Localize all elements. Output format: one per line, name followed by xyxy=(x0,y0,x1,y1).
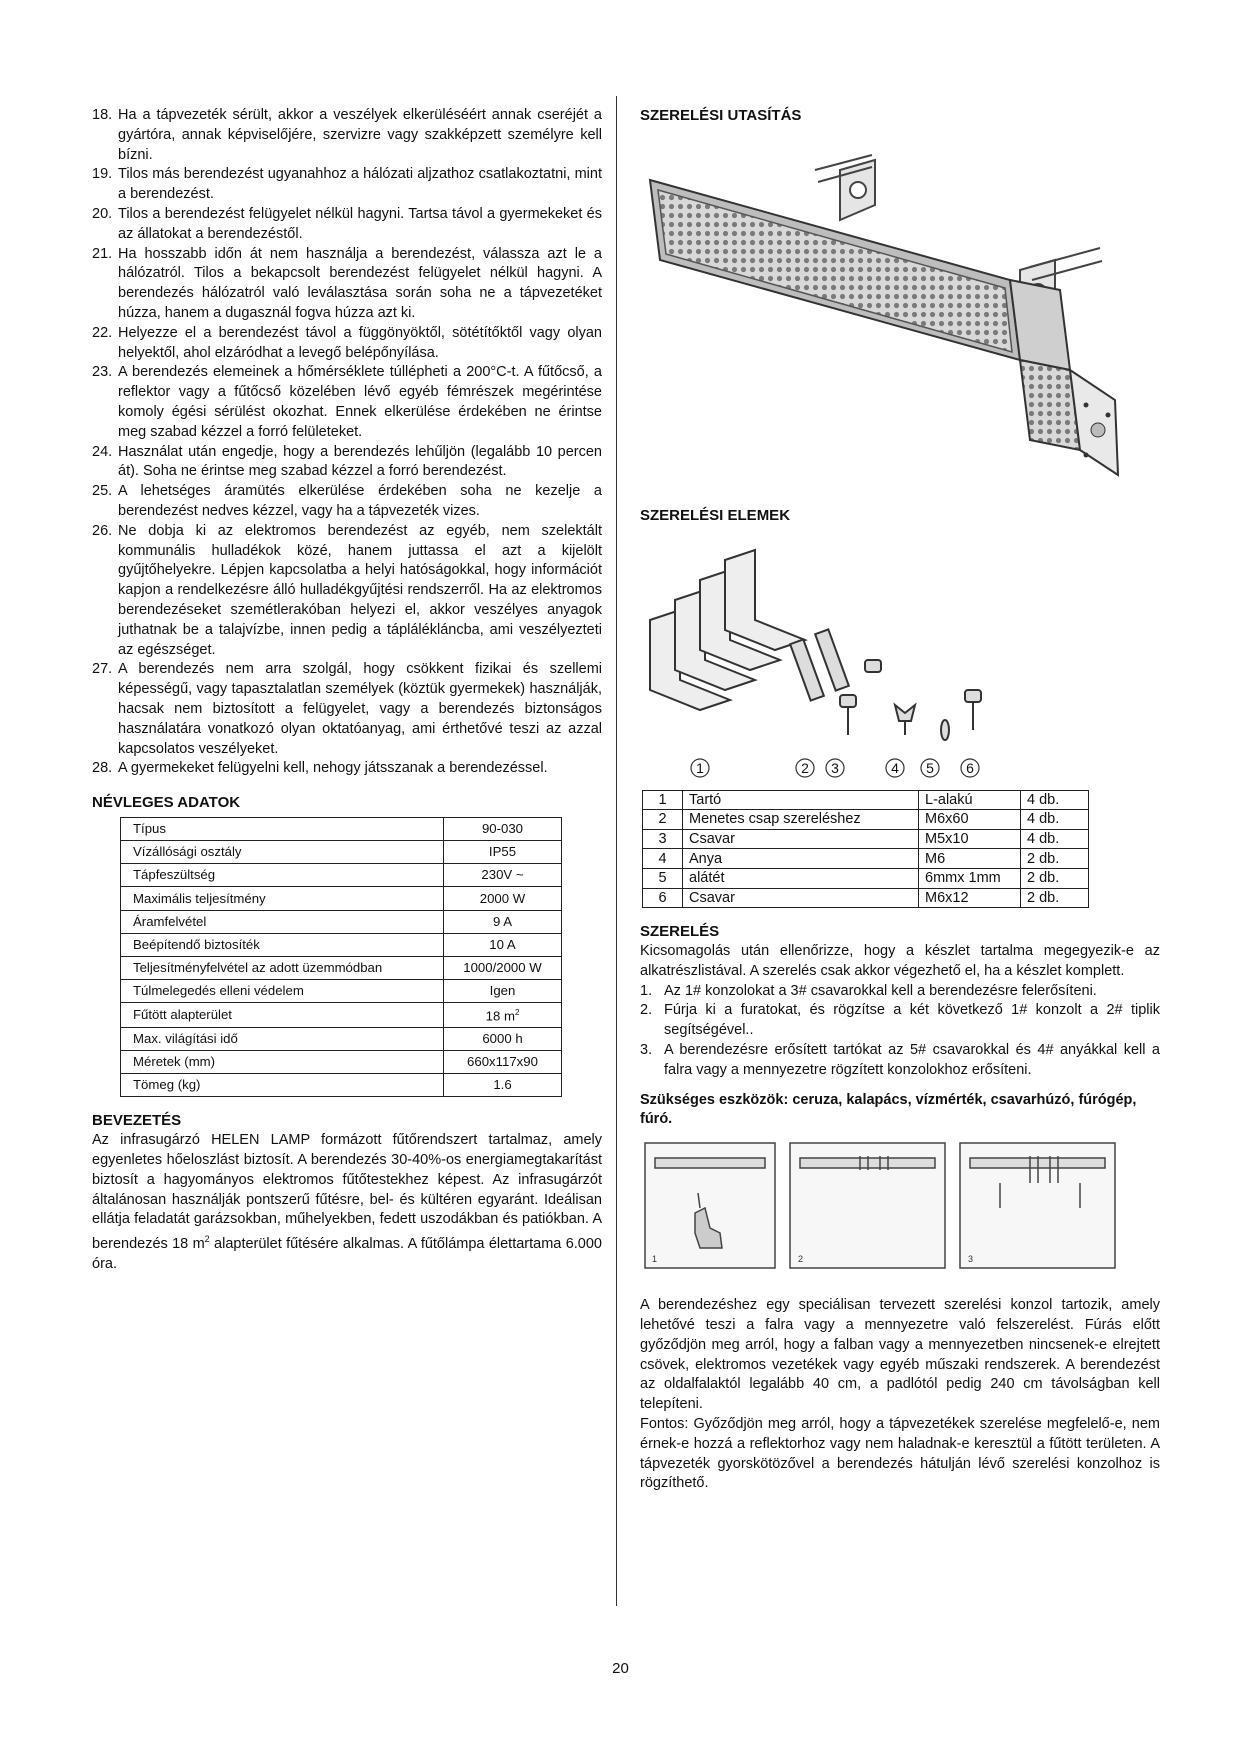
rated-row xyxy=(121,1003,562,1027)
rated-row xyxy=(121,864,562,887)
part-qty: 4 db. xyxy=(1021,810,1089,830)
part-name: alátét xyxy=(683,868,919,888)
l-bracket xyxy=(725,550,805,650)
rated-value: 1.6 xyxy=(444,1074,562,1097)
step-text: Az 1# konzolokat a 3# csavarokkal kell a berendezésre felerősíteni. xyxy=(664,982,1097,999)
part-callout-label: 6 xyxy=(966,759,974,776)
rated-row xyxy=(121,957,562,980)
rated-data-title: NÉVLEGES ADATOK xyxy=(92,794,241,812)
rated-value: 230V ~ xyxy=(444,864,562,887)
screw xyxy=(865,660,881,672)
rated-row xyxy=(121,933,562,956)
left-column xyxy=(92,106,602,1275)
part-type: 6mmx 1mm xyxy=(919,868,1021,888)
part-qty: 2 db. xyxy=(1021,868,1089,888)
step-figure-label: 1 xyxy=(652,1254,658,1265)
part-qty: 2 db. xyxy=(1021,888,1089,908)
heater-illustration xyxy=(640,130,1140,500)
assembly-title: SZERELÉS xyxy=(640,923,720,941)
rated-row xyxy=(121,887,562,910)
part-name: Tartó xyxy=(683,790,919,810)
rated-label: Maximális teljesítmény xyxy=(121,887,444,910)
warning-number: 18. xyxy=(92,107,113,123)
rated-label: Túlmelegedés elleni védelem xyxy=(121,980,444,1003)
rated-value: 9 A xyxy=(444,910,562,933)
part-qty: 4 db. xyxy=(1021,790,1089,810)
step-number: 3. xyxy=(640,1041,653,1058)
warning-text: Ha a tápvezeték sérült, akkor a veszélyek elkerüléséért annak cseréjét a gyártóra, annak képviselőjére, szervizre vagy szakképzett személyre kell bízni. xyxy=(118,107,602,163)
rated-row xyxy=(121,817,562,840)
warning-text: Tilos a berendezést felügyelet nélkül hagyni. Tartsa távol a gyermekeket és az állatokat a berendezéstől. xyxy=(118,205,602,242)
step-number: 1. xyxy=(640,982,653,999)
rated-label: Áramfelvétel xyxy=(121,910,444,933)
warning-item xyxy=(92,759,602,779)
part-qty: 2 db. xyxy=(1021,849,1089,869)
part-type: M5x10 xyxy=(919,829,1021,849)
rated-label: Fűtött alapterület xyxy=(121,1003,444,1027)
safety-warnings-list xyxy=(92,106,602,779)
rated-row xyxy=(121,1027,562,1050)
part-number: 1 xyxy=(643,790,683,810)
rated-label: Teljesítményfelvétel az adott üzemmódban xyxy=(121,957,444,980)
install-parts-title: SZERELÉSI ELEMEK xyxy=(640,506,791,524)
warning-number: 25. xyxy=(92,483,113,500)
rated-row xyxy=(121,841,562,864)
warning-text: A gyermekeket felügyelni kell, nehogy játsszanak a berendezéssel. xyxy=(118,760,548,777)
assembly-steps-illustration xyxy=(640,1138,1150,1278)
rated-data-table xyxy=(120,817,562,1097)
warning-item xyxy=(92,165,602,205)
part-callout xyxy=(961,759,979,777)
parts-row xyxy=(643,790,1089,810)
final-paragraph-1: A berendezéshez egy speciálisan tervezett szerelési konzol tartozik, amely lehetővé teszi a falra vagy a mennyezetre való felszerelést. Fúrás előtt győződjön meg arról, hogy a falban vagy a mennyezetben nincsenek-e elrejtett csövek, elektromos vezetékek vagy egyéb műszaki rendszerek. A berendezést az oldalfalaktól legalább 40 cm, a padlótól pedig 240 cm távolságban kell telepíteni. xyxy=(640,1297,1160,1413)
part-callout-label: 4 xyxy=(891,759,899,776)
parts-row xyxy=(643,888,1089,908)
rated-row xyxy=(121,1050,562,1073)
rated-value: 660x117x90 xyxy=(444,1050,562,1073)
warning-number: 20. xyxy=(92,205,113,222)
part-name: Csavar xyxy=(683,829,919,849)
final-paragraph-2: Fontos: Győződjön meg arról, hogy a tápvezetékek szerelése megfelelő-e, nem érnek-e hozzá a reflektorhoz vagy nem haladnak-e keresztül a fűtött területen. A tápvezeték gyorskötözővel a berendezés hátulján lévő szerelési konzolhoz is rögzíthető. xyxy=(640,1415,1160,1492)
part-number: 2 xyxy=(643,810,683,830)
bracket-left xyxy=(815,155,875,220)
warning-item xyxy=(92,363,602,442)
rated-value: 2000 W xyxy=(444,887,562,910)
rated-label: Tápfeszültség xyxy=(121,864,444,887)
part-callout xyxy=(691,759,709,777)
rated-label: Max. világítási idő xyxy=(121,1027,444,1050)
assembly-step xyxy=(640,1001,1160,1041)
warning-item xyxy=(92,482,602,522)
part-callout xyxy=(796,759,814,777)
part-number: 3 xyxy=(643,829,683,849)
warning-text: A lehetséges áramütés elkerülése érdekében soha ne kezelje a berendezést nedves kézzel, vagy ha a tápvezeték vizes. xyxy=(118,483,602,519)
part-name: Menetes csap szereléshez xyxy=(683,810,919,830)
parts-row xyxy=(643,810,1089,830)
part-type: M6 xyxy=(919,849,1021,869)
part-callout-label: 5 xyxy=(926,759,934,776)
warning-item xyxy=(92,522,602,661)
warning-item xyxy=(92,106,602,165)
warning-text: Használat után engedje, hogy a berendezés lehűljön (legalább 10 percen át). Soha ne érintse meg szabad kézzel a forró berendezést. xyxy=(118,443,602,480)
warning-number: 19. xyxy=(92,166,113,183)
install-instructions-title: SZERELÉSI UTASÍTÁS xyxy=(640,107,802,124)
assembly-intro: Kicsomagolás után ellenőrizze, hogy a készlet tartalma megegyezik-e az alkatrészlistával. A szerelés csak akkor végezhető el, ha a készlet komplett. xyxy=(640,942,1160,979)
rated-value: 10 A xyxy=(444,933,562,956)
rated-label: Beépítendő biztosíték xyxy=(121,933,444,956)
warning-text: Tilos más berendezést ugyanahhoz a hálózati aljzathoz csatlakoztatni, mint a berendezést. xyxy=(118,166,602,203)
rated-value: IP55 xyxy=(444,841,562,864)
wall-plug xyxy=(790,639,824,700)
wing-nut xyxy=(895,705,915,721)
rated-value: 6000 h xyxy=(444,1027,562,1050)
warning-text: Ne dobja ki az elektromos berendezést az egyéb, nem szelektált kommunális hulladékok közé, hanem juttassa el azt a kijelölt gyűjtőhelyekre. Lépjen kapcsolatba a helyi hatóságokkal, hogy információt kapjon a rendelkezésre álló hulladékgyűjtési rendszerről. Ha az elektromos berendezéseket szemétlerakóban helyezi el, akkor veszélyes anyagok juthatnak be a talajvízbe, innen pedig a táplálékláncba, ami veszélyezteti az egészséget. xyxy=(118,522,602,658)
warning-number: 28. xyxy=(92,760,113,777)
warning-item xyxy=(92,245,602,324)
rated-row xyxy=(121,910,562,933)
part-type: M6x60 xyxy=(919,810,1021,830)
screw xyxy=(965,690,981,702)
rated-value: 18 $m^2$ xyxy=(444,1003,562,1027)
part-name: Anya xyxy=(683,849,919,869)
parts-illustration xyxy=(640,530,1040,788)
warning-item xyxy=(92,443,602,483)
warning-item xyxy=(92,205,602,245)
warning-text: A berendezés nem arra szolgál, hogy csökkent fizikai és szellemi képességű, vagy tapasztalatlan személyek (köztük gyermekek) használják, hacsak nem biztosított a felügyelet, vagy a berendezés biztonságos használatára vonatkozó olyan oktatóanyag, ami érthetővé teszi az azzal kapcsolatos veszélyeket. xyxy=(118,661,602,757)
step-number: 2. xyxy=(640,1002,653,1019)
part-callout xyxy=(921,759,939,777)
warning-item xyxy=(92,324,602,364)
warning-text: A berendezés elemeinek a hőmérséklete túllépheti a 200°C-t. A fűtőcső, a reflektor vagy a fűtőcső közelében lévő egyéb fémrészek megérintése komoly égési sérülést okozhat. Ennek elkerülése érdekében ne érintse meg szabad kézzel a forró felületeket. xyxy=(118,364,602,440)
tools-needed: Szükséges eszközök: ceruza, kalapács, vízmérték, csavarhúzó, fúrógép, fúró. xyxy=(640,1091,1137,1128)
warning-number: 21. xyxy=(92,245,113,262)
parts-row xyxy=(643,868,1089,888)
right-column xyxy=(640,106,1160,1494)
washer xyxy=(941,720,949,740)
warning-number: 26. xyxy=(92,522,113,539)
rated-row xyxy=(121,1074,562,1097)
warning-text: Ha hosszabb időn át nem használja a berendezést, válassza azt le a hálózatról. Tilos a bekapcsolt berendezést felügyelet nélkül hagyni. A berendezés hálózatról való leválasztása során soha ne a tápvezetéket húzza, hanem a dugasznál fogva húzza azt ki. xyxy=(118,245,602,321)
wall-plug xyxy=(815,629,849,690)
part-callout-label: 1 xyxy=(696,759,704,776)
parts-row xyxy=(643,849,1089,869)
part-qty: 4 db. xyxy=(1021,829,1089,849)
parts-row xyxy=(643,829,1089,849)
heater-end-cap xyxy=(1070,370,1118,475)
assembly-step xyxy=(640,982,1160,1002)
rated-label: Méretek (mm) xyxy=(121,1050,444,1073)
column-divider xyxy=(616,96,617,1606)
warning-item xyxy=(92,660,602,759)
screw xyxy=(840,695,856,707)
page-number: 20 xyxy=(612,1660,629,1677)
parts-table xyxy=(642,790,1089,909)
step-figure-label: 3 xyxy=(968,1254,974,1265)
intro-title: BEVEZETÉS xyxy=(92,1112,182,1130)
assembly-steps xyxy=(640,982,1160,1081)
intro-text: Az infrasugárzó HELEN LAMP formázott fűtőrendszert tartalmaz, amely egyenletes hőeloszlást biztosít. A berendezés 30-40%-os energiamegtakarítást biztosít a hagyományos elektromos fűtőtestekhez képest. Az infrasugárzót általánosan használják pontszerű fűtésre, bel- és kültéren egyaránt. Ideálisan ellátja feladatát garázsokban, műhelyekben, fedett uszodákban és patiókban. A berendezés 18 $m^2$ alapterület fűtésére alkalmas. A fűtőlámpa élettartama 6.000 óra. xyxy=(92,1132,602,1272)
part-number: 4 xyxy=(643,849,683,869)
rated-row xyxy=(121,980,562,1003)
warning-number: 27. xyxy=(92,661,113,678)
warning-number: 22. xyxy=(92,324,113,341)
part-name: Csavar xyxy=(683,888,919,908)
part-number: 5 xyxy=(643,868,683,888)
part-number: 6 xyxy=(643,888,683,908)
part-callout xyxy=(886,759,904,777)
part-callout-label: 2 xyxy=(801,759,809,776)
warning-number: 24. xyxy=(92,443,113,460)
step-text: Fúrja ki a furatokat, és rögzítse a két következő 1# konzolt a 2# tiplik segítségével.. xyxy=(664,1002,1160,1039)
rated-value: 90-030 xyxy=(444,817,562,840)
part-type: L-alakú xyxy=(919,790,1021,810)
warning-text: Helyezze el a berendezést távol a függönyöktől, sötétítőktől vagy olyan helyektől, ahol elzáródhat a levegő belépőnyílása. xyxy=(118,324,602,361)
assembly-step xyxy=(640,1041,1160,1081)
part-callout xyxy=(826,759,844,777)
rated-label: Típus xyxy=(121,817,444,840)
rated-label: Vízállósági osztály xyxy=(121,841,444,864)
rated-value: 1000/2000 W xyxy=(444,957,562,980)
step-text: A berendezésre erősített tartókat az 5# csavarokkal és 4# anyákkal kell a falra vagy a mennyezetre rögzített konzolokhoz erősíteni. xyxy=(664,1041,1160,1078)
part-type: M6x12 xyxy=(919,888,1021,908)
rated-label: Tömeg (kg) xyxy=(121,1074,444,1097)
rated-value: Igen xyxy=(444,980,562,1003)
part-callout-label: 3 xyxy=(831,759,839,776)
warning-number: 23. xyxy=(92,364,113,381)
step-figure-label: 2 xyxy=(798,1254,804,1265)
